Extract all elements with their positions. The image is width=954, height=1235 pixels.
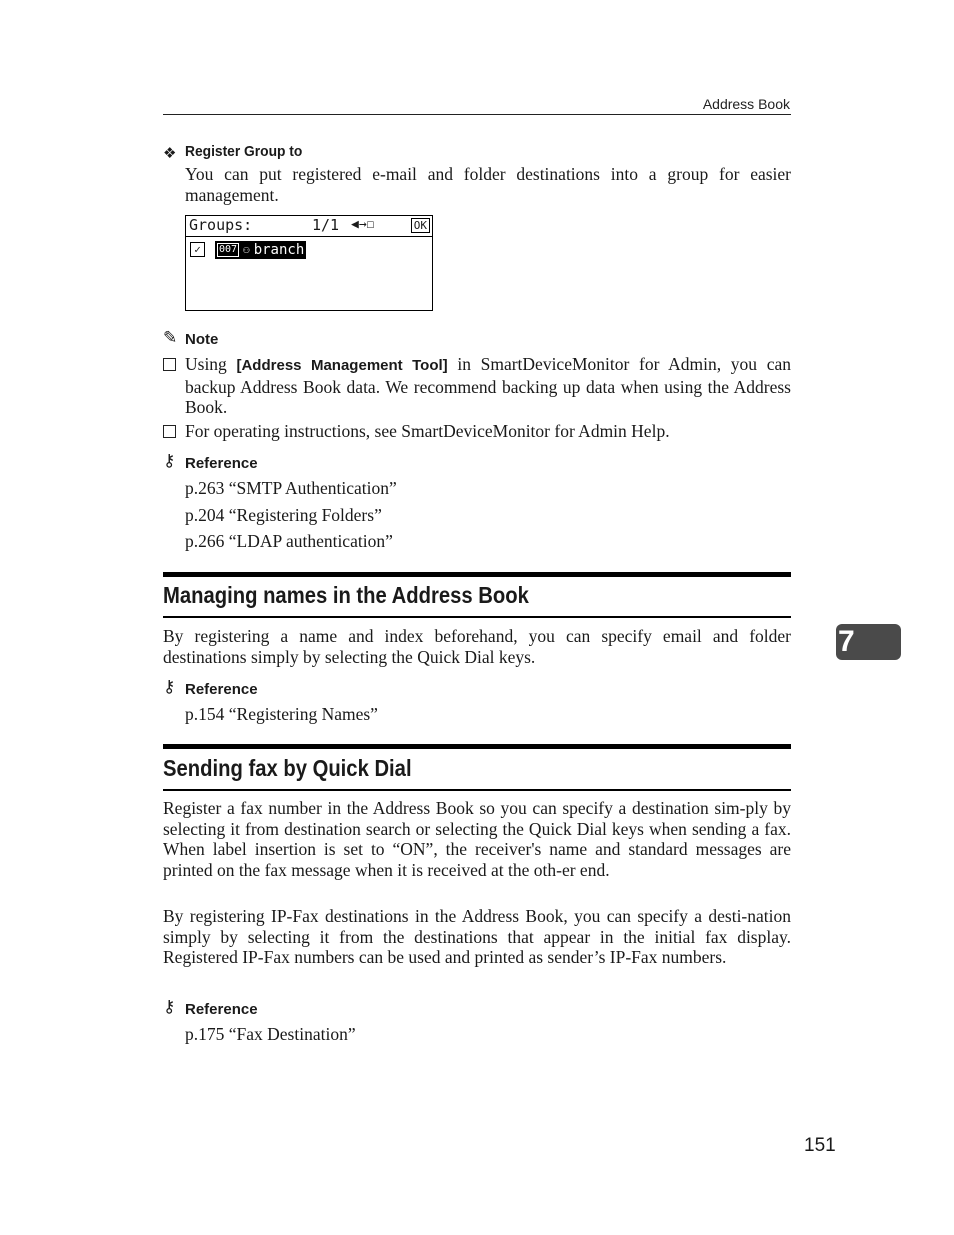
group-icon: ⚇ — [243, 243, 250, 256]
note-item-2: For operating instructions, see SmartDeviceMonitor for Admin Help. — [185, 421, 670, 441]
lcd-select-arrow-icon: ◀→☐ — [351, 217, 375, 232]
reference-item[interactable]: p.204 “Registering Folders” — [185, 505, 382, 525]
lcd-header — [186, 216, 432, 237]
checkbox-bullet-icon — [163, 358, 176, 371]
section-rule — [163, 789, 791, 791]
reference-label: Reference — [185, 455, 258, 472]
key-icon: ⚷ — [163, 677, 176, 697]
diamond-bullet-icon: ❖ — [163, 144, 177, 162]
checkbox-bullet-icon — [163, 425, 176, 438]
lcd-checkbox[interactable]: ✓ — [190, 242, 205, 257]
lcd-group-entry[interactable] — [215, 241, 306, 259]
section-bar — [163, 744, 791, 749]
lcd-entry-name: branch — [253, 242, 305, 258]
page-number: 151 — [804, 1135, 836, 1156]
key-icon: ⚷ — [163, 997, 176, 1017]
key-icon: ⚷ — [163, 451, 176, 471]
lcd-page-count: 1/1 — [312, 216, 340, 234]
section-bar — [163, 572, 791, 577]
chapter-tab: 7 — [836, 624, 901, 660]
note-item-1: Using [Address Management Tool] in SmartDeviceMonitor for Admin, you can backup Address Book data. We recommend backing up data when using the Address Book. — [185, 354, 791, 417]
section-title-fax: Sending fax by Quick Dial — [163, 755, 412, 781]
running-head: Address Book — [702, 96, 790, 112]
section-rule — [163, 616, 791, 618]
reference-item[interactable]: p.263 “SMTP Authentication” — [185, 478, 397, 498]
lcd-title: Groups: — [189, 216, 253, 234]
register-group-body: You can put registered e-mail and folder destinations into a group for easier management. — [185, 164, 791, 205]
lcd-screen — [185, 215, 433, 311]
managing-body: By registering a name and index beforehand, you can specify email and folder destinations simply by selecting the Quick Dial keys. — [163, 626, 791, 667]
reference-item[interactable]: p.266 “LDAP authentication” — [185, 531, 393, 551]
fax-para-2: By registering IP-Fax destinations in the Address Book, you can specify a desti-nation simply by selecting it from the destinations that appear in the initial fax display. Registered IP-Fax numbers can be used and printed as sender’s IP-Fax numbers. — [163, 906, 791, 967]
reference-label: Reference — [185, 1001, 258, 1018]
lcd-ok-button[interactable]: OK — [411, 218, 430, 233]
fax-para-1: Register a fax number in the Address Book so you can specify a destination sim-ply by selecting it from destination search or selecting the Quick Dial keys when sending a fax. When label insertion is set to “ON”, the receiver's name and standard messages are printed on the fax message when it is received at the oth-er end. — [163, 798, 791, 880]
reference-label: Reference — [185, 681, 258, 698]
note-label: Note — [185, 331, 219, 348]
header-rule — [163, 114, 791, 115]
pencil-icon: ✎ — [163, 328, 178, 348]
section-title-managing: Managing names in the Address Book — [163, 582, 529, 608]
reference-item[interactable]: p.175 “Fax Destination” — [185, 1024, 356, 1044]
lcd-entry-number: 007 — [219, 244, 238, 255]
reference-item[interactable]: p.154 “Registering Names” — [185, 704, 378, 724]
register-group-title: Register Group to — [185, 143, 303, 160]
